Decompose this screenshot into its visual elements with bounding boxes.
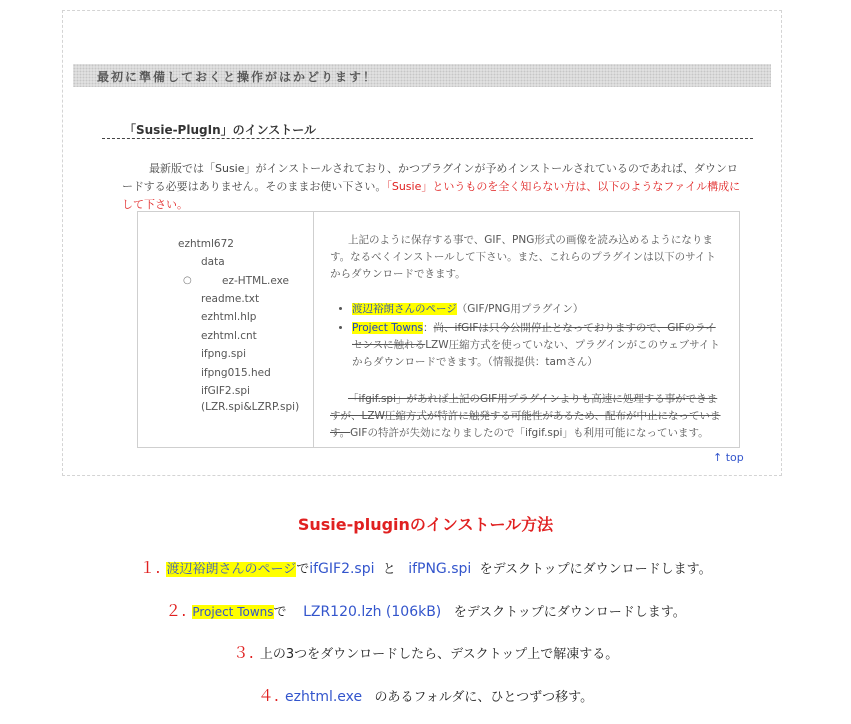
list-item-text: （GIF/PNG用プラグイン） (456, 303, 584, 315)
step-number: ４. (257, 686, 279, 705)
plugin-info-table (137, 211, 740, 448)
note-text: GIFの特許が失効になりましたので「ifgif.spi」も利用可能になっています。 (350, 427, 709, 439)
project-towns-link[interactable]: Project Towns (192, 605, 274, 619)
list-item (352, 301, 722, 318)
list-item-separator: ： (423, 322, 434, 334)
tree-item-ifpng-hed: ifpng015.hed (201, 367, 271, 379)
step-1 (0, 555, 851, 578)
back-to-top-link[interactable]: ↑ top (713, 451, 744, 464)
ezhtml-exe-link[interactable]: ezhtml.exe (285, 689, 363, 705)
subsection-heading: 「Susie-PlugIn」のインストール (124, 123, 317, 137)
step-text: で (296, 562, 310, 577)
intro-text: 最新版では「Susie」がインストールされており、かつプラグインが予めインストールされているのであれば、ダウンロードする必要はありません。そのままお使い下さい。 (122, 162, 738, 193)
step-number: ２. (165, 601, 187, 620)
ifpng-download-link[interactable]: ifPNG.spi (408, 561, 472, 577)
tree-item-ifgif2: ifGIF2.spi (201, 385, 250, 397)
step-3 (0, 640, 851, 663)
step-text: 上の3つをダウンロードしたら、デスクトップ上で解凍する。 (259, 647, 619, 662)
section-title: 最初に準備しておくと操作がはかどります！ (97, 70, 378, 84)
watanabe-page-link[interactable]: 渡辺裕朗さんのページ (166, 562, 297, 577)
plugin-description (330, 232, 722, 442)
project-towns-link[interactable]: Project Towns (352, 322, 424, 334)
step-text: で (273, 605, 287, 620)
step-number: ３. (232, 643, 254, 662)
tree-item-exe: ez-HTML.exe (222, 275, 289, 287)
install-method-title: Susie-pluginのインストール方法 (297, 515, 554, 534)
list-item-strike-text: 尚、ifGIFは只今公開停止となっておりますので、GIFのライセンスに触れる (352, 322, 716, 351)
step-text: と (382, 562, 396, 577)
tree-item-cnt: ezhtml.cnt (201, 330, 257, 342)
step-text: をデスクトップにダウンロードします。 (479, 562, 712, 577)
ifgif2-download-link[interactable]: ifGIF2.spi (309, 561, 375, 577)
tree-item-data: data (201, 256, 225, 268)
intro-warning-text: 「Susie」というものを全く知らない方は、以下のようなファイル構成にして下さい。 (122, 180, 741, 211)
step-4 (0, 683, 851, 706)
lzr-download-link[interactable]: LZR120.lzh (106kB) (303, 604, 442, 620)
watanabe-page-link[interactable]: 渡辺裕朗さんのページ (352, 303, 457, 315)
list-item-text: LZW圧縮方式を使っていない、プラグインがこのウェブサイトからダウンロードできます。（情報提供：tamさん） (352, 339, 720, 368)
tree-item-lzr: (LZR.spi&LZRP.spi) (201, 401, 300, 413)
folder-root: ezhtml672 (178, 238, 234, 250)
tree-item-readme: readme.txt (201, 293, 260, 305)
tree-item-hlp: ezhtml.hlp (201, 311, 257, 323)
step-2 (0, 598, 851, 621)
circle-bullet-icon: ○ (183, 275, 192, 286)
plugin-source-list (330, 301, 722, 371)
subsection-divider (102, 138, 753, 139)
note-strike-text: 「ifgif.spi」があれば上記のGIF用プラグインよりも高速に処理する事ができますが、LZW圧縮方式が特許に触発する可能性があるため、配布が中止になっています。 (330, 393, 721, 439)
plugin-paragraph: 上記のように保存する事で、GIF、PNG形式の画像を読み込めるようになります。なるべくインストールして下さい。また、これらのプラグインは以下のサイトからダウンロードできます。 (330, 234, 716, 280)
plugin-note (330, 391, 722, 442)
list-item (352, 320, 722, 371)
step-text: をデスクトップにダウンロードします。 (453, 605, 686, 620)
intro-paragraph (122, 160, 742, 214)
step-number: １. (139, 558, 161, 577)
tree-item-ifpng: ifpng.spi (201, 348, 246, 360)
table-column-divider (313, 212, 314, 447)
step-text: のあるフォルダに、ひとつずつ移す。 (374, 690, 594, 705)
